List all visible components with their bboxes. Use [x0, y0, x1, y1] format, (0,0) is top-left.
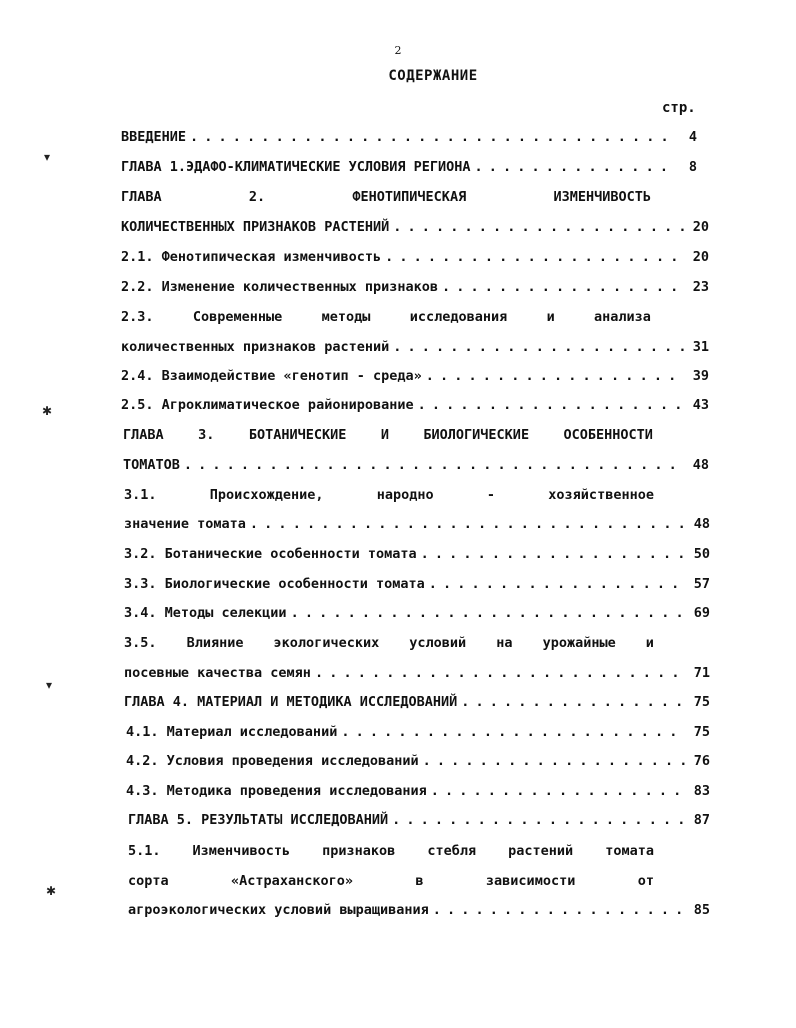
word: исследования — [409, 309, 508, 325]
toc-entry — [124, 693, 710, 711]
toc-entry-page: 50 — [693, 546, 710, 562]
leader-dots — [291, 604, 686, 622]
toc-entry — [124, 604, 710, 622]
toc-entry-label: 4.3. Методика проведения исследования — [126, 783, 427, 799]
word: экологических — [273, 635, 380, 651]
toc-entry-line — [128, 872, 654, 890]
word: хозяйственное — [548, 487, 654, 503]
pages-column-label: стр. — [662, 100, 696, 116]
word: ИЗМЕНЧИВОСТЬ — [553, 189, 651, 205]
toc-entry-label: посевные качества семян — [124, 665, 311, 681]
toc-entry-line — [124, 634, 654, 652]
word: зависимости — [485, 873, 576, 889]
word: в — [415, 873, 424, 889]
toc-entry-label: 4.1. Материал исследований — [126, 724, 338, 740]
word: И — [380, 427, 389, 443]
margin-mark-icon: ▾ — [44, 150, 51, 164]
leader-dots — [431, 782, 686, 800]
toc-entry-label: 2.5. Агроклиматическое районирование — [121, 397, 414, 413]
toc-entry-label: количественных признаков растений — [121, 339, 390, 355]
toc-entry-page: 8 — [688, 159, 697, 175]
word: урожайные — [542, 635, 616, 651]
toc-entry-page: 57 — [693, 576, 710, 592]
toc-entry — [121, 278, 709, 296]
toc-entry-page: 69 — [693, 605, 710, 621]
toc-entry-page: 48 — [693, 516, 710, 532]
toc-entry-label: ВВЕДЕНИЕ — [121, 129, 187, 145]
leader-dots — [341, 723, 686, 741]
word: анализа — [594, 309, 651, 325]
toc-entry-page: 39 — [692, 368, 709, 384]
leader-dots — [461, 693, 686, 711]
toc-entry — [121, 218, 709, 236]
toc-entry-page: 48 — [692, 457, 709, 473]
word: условий — [409, 635, 467, 651]
toc-entry-page: 43 — [692, 397, 709, 413]
toc-entry-label: 3.3. Биологические особенности томата — [124, 576, 425, 592]
toc-entry-line — [121, 188, 651, 206]
word: 3.1. — [124, 487, 157, 503]
toc-entry — [123, 456, 709, 474]
toc-entry — [121, 367, 709, 385]
leader-dots — [433, 901, 686, 919]
word: от — [637, 873, 654, 889]
word: и — [546, 309, 555, 325]
toc-entry-label: 4.2. Условия проведения исследований — [126, 753, 419, 769]
leader-dots — [393, 338, 685, 356]
margin-mark-icon: ✱ — [42, 404, 53, 418]
toc-entry — [124, 515, 710, 533]
toc-entry-label: 3.4. Методы селекции — [124, 605, 287, 621]
toc-entry-label: 2.4. Взаимодействие «генотип - среда» — [121, 368, 422, 384]
word: 2.3. — [121, 309, 154, 325]
leader-dots — [429, 575, 686, 593]
leader-dots — [426, 367, 685, 385]
word: Изменчивость — [192, 843, 291, 859]
word: сорта — [128, 873, 169, 889]
toc-entry-page: 20 — [692, 249, 709, 265]
toc-entry-page: 85 — [693, 902, 710, 918]
toc-entry-line — [124, 486, 654, 504]
toc-entry — [128, 901, 710, 919]
leader-dots — [385, 248, 685, 266]
leader-dots — [190, 128, 673, 146]
toc-entry-label: 2.2. Изменение количественных признаков — [121, 279, 438, 295]
toc-entry-page: 75 — [693, 724, 710, 740]
toc-entry-page: 23 — [692, 279, 709, 295]
toc-entry-page: 20 — [692, 219, 709, 235]
toc-entry-line — [128, 842, 654, 860]
word: и — [645, 635, 654, 651]
leader-dots — [423, 752, 686, 770]
toc-entry — [121, 128, 697, 146]
toc-entry — [124, 575, 710, 593]
leader-dots — [421, 545, 686, 563]
leader-dots — [442, 278, 685, 296]
word: растений — [508, 843, 574, 859]
toc-entry-page: 71 — [693, 665, 710, 681]
leader-dots — [475, 158, 674, 176]
word: 2. — [248, 189, 266, 205]
word: ГЛАВА — [123, 427, 164, 443]
word: Влияние — [186, 635, 244, 651]
word: БИОЛОГИЧЕСКИЕ — [423, 427, 530, 443]
word: признаков — [322, 843, 396, 859]
toc-entry-page: 31 — [692, 339, 709, 355]
word: на — [496, 635, 513, 651]
word: 5.1. — [128, 843, 161, 859]
word: 3. — [198, 427, 215, 443]
toc-entry-page: 87 — [693, 812, 710, 828]
word: - — [486, 487, 496, 503]
word: ОСОБЕННОСТИ — [563, 427, 653, 443]
toc-entry-line — [123, 426, 653, 444]
toc-entry-page: 75 — [693, 694, 710, 710]
margin-mark-icon: ▾ — [46, 678, 53, 692]
word: стебля — [427, 843, 477, 859]
margin-mark-icon: ✱ — [46, 884, 57, 898]
toc-entry-label: ТОМАТОВ — [123, 457, 180, 473]
word: БОТАНИЧЕСКИЕ — [248, 427, 347, 443]
toc-entry-label: 3.2. Ботанические особенности томата — [124, 546, 417, 562]
toc-entry-page: 76 — [693, 753, 710, 769]
leader-dots — [392, 811, 686, 829]
toc-entry-label: ГЛАВА 5. РЕЗУЛЬТАТЫ ИССЛЕДОВАНИЙ — [128, 812, 389, 828]
word: Современные — [192, 309, 283, 325]
page-number: 2 — [394, 44, 402, 57]
word: ФЕНОТИПИЧЕСКАЯ — [352, 189, 467, 205]
leader-dots — [393, 218, 685, 236]
toc-entry-line — [121, 308, 651, 326]
word: народно — [376, 487, 434, 503]
toc-entry — [126, 723, 710, 741]
toc-entry — [121, 396, 709, 414]
toc-entry-label: агроэкологических условий выращивания — [128, 902, 429, 918]
toc-entry — [121, 248, 709, 266]
toc-entry — [124, 664, 710, 682]
leader-dots — [184, 456, 685, 474]
toc-entry — [124, 545, 710, 563]
word: ГЛАВА — [121, 189, 162, 205]
word: Происхождение, — [209, 487, 324, 503]
toc-entry-label: ГЛАВА 4. МАТЕРИАЛ И МЕТОДИКА ИССЛЕДОВАНИЙ — [124, 694, 458, 710]
leader-dots — [315, 664, 686, 682]
toc-entry-label: КОЛИЧЕСТВЕННЫХ ПРИЗНАКОВ РАСТЕНИЙ — [121, 219, 390, 235]
toc-title: СОДЕРЖАНИЕ — [388, 68, 478, 84]
toc-entry — [121, 338, 709, 356]
word: 3.5. — [124, 635, 157, 651]
toc-entry — [126, 782, 710, 800]
word: томата — [605, 843, 654, 859]
leader-dots — [418, 396, 685, 414]
word: «Астраханского» — [231, 873, 353, 889]
toc-entry — [126, 752, 710, 770]
toc-entry-label: ГЛАВА 1.ЭДАФО-КЛИМАТИЧЕСКИЕ УСЛОВИЯ РЕГИОНА — [121, 159, 471, 175]
toc-entry-page: 4 — [688, 129, 697, 145]
toc-entry-label: значение томата — [124, 516, 246, 532]
leader-dots — [250, 515, 686, 533]
toc-entry-label: 2.1. Фенотипическая изменчивость — [121, 249, 382, 265]
word: методы — [321, 309, 371, 325]
toc-entry — [121, 158, 697, 176]
toc-entry-page: 83 — [693, 783, 710, 799]
toc-entry — [128, 811, 710, 829]
